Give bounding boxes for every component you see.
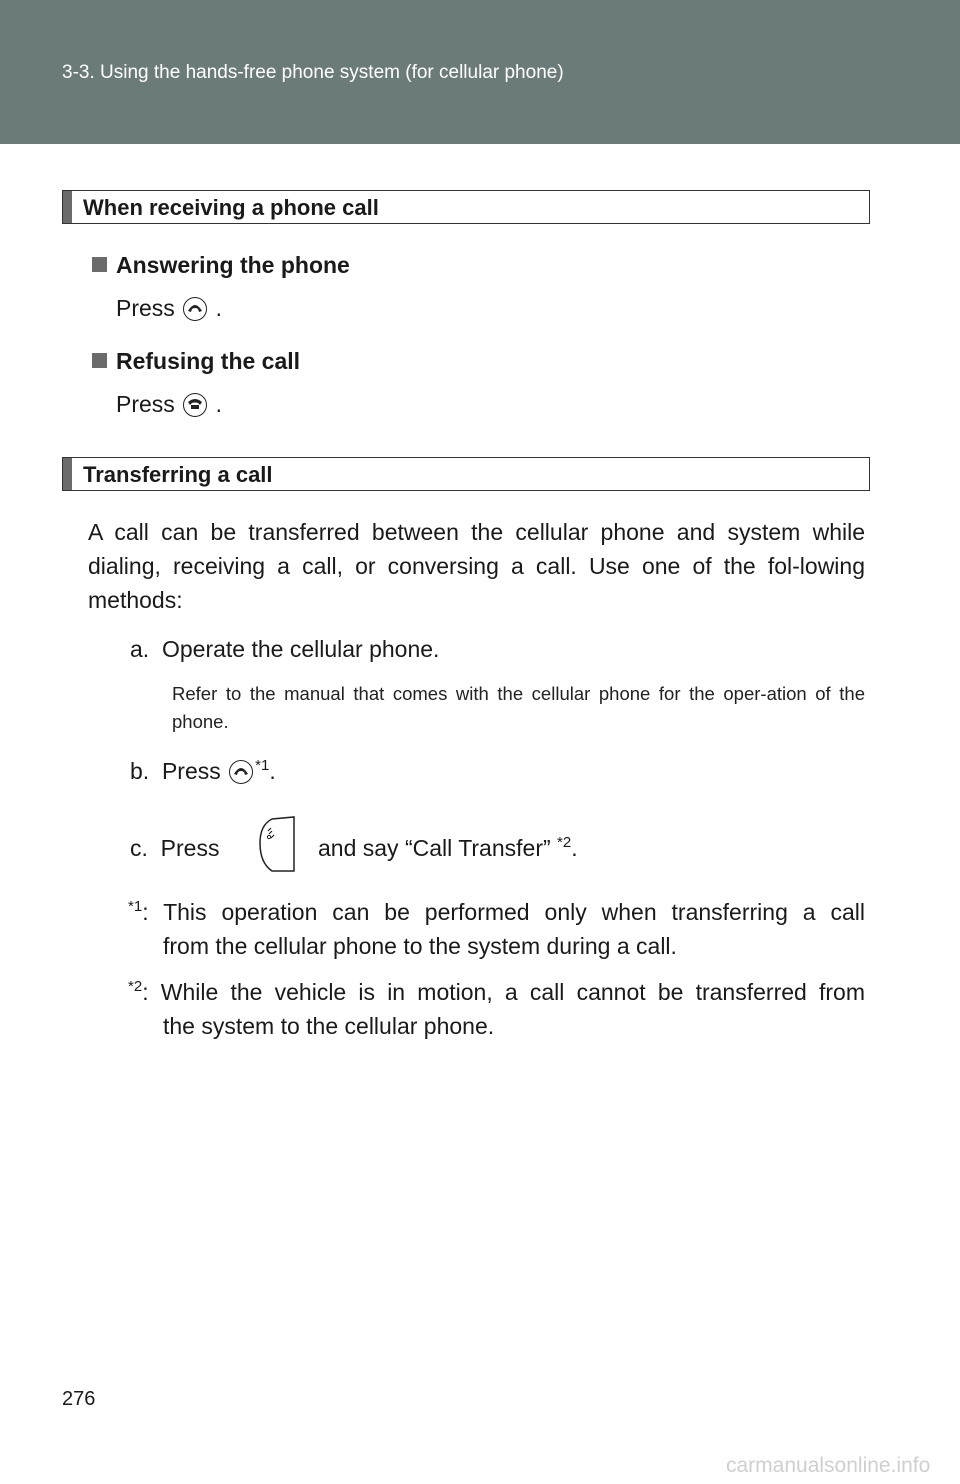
step-c: [130, 835, 219, 862]
period-text: .: [571, 835, 578, 861]
subheading-label: Refusing the call: [116, 348, 301, 374]
answer-instruction: [116, 295, 222, 322]
section-heading-transferring: [62, 457, 870, 491]
watermark: carmanualsonline.info: [726, 1454, 931, 1477]
phone-answer-icon: [229, 760, 253, 784]
refuse-instruction: [116, 391, 222, 418]
phone-answer-icon: [183, 297, 207, 321]
press-text: Press: [116, 391, 175, 417]
step-text: Operate the cellular phone.: [161, 636, 440, 662]
talk-switch-icon: [254, 815, 300, 875]
period-text: .: [215, 391, 222, 417]
step-a-reference: Refer to the manual that comes with the cellular phone for the oper-ation of the phone.: [172, 683, 865, 732]
press-text: Press: [160, 835, 220, 861]
footnote-marker: *1: [255, 757, 270, 774]
period-text: .: [269, 758, 276, 784]
footnote-text: : This operation can be performed only when transferring a call: [142, 899, 865, 925]
page-header: [0, 0, 960, 144]
footnote-marker: *2: [128, 978, 143, 995]
step-label: c.: [130, 835, 148, 861]
footnote-text-continued: the system to the cellular phone.: [163, 1013, 495, 1039]
section-heading-receiving: [62, 190, 870, 224]
page-number: 276: [62, 1388, 96, 1410]
square-bullet-icon: [92, 257, 107, 272]
footnote-text: : While the vehicle is in motion, a call cannot be transferred from: [142, 979, 865, 1005]
period-text: .: [215, 295, 222, 321]
footnote-marker: *2: [557, 834, 572, 851]
step-c-continued: [318, 835, 578, 862]
section-title: Transferring a call: [83, 462, 273, 487]
press-text: Press: [161, 758, 221, 784]
footnote-text-continued: from the cellular phone to the system during a call.: [163, 933, 677, 959]
section-bar: [63, 458, 72, 490]
footnote-marker: *1: [128, 898, 143, 915]
header-title: 3-3. Using the hands-free phone system (for cellular phone): [62, 62, 564, 83]
step-a: [130, 636, 439, 663]
footnote-2: [128, 975, 865, 1043]
square-bullet-icon: [92, 353, 107, 368]
subheading-refusing: [92, 348, 300, 375]
subheading-answering: [92, 252, 350, 279]
step-text: and say “Call Transfer”: [318, 835, 551, 861]
step-label: b.: [130, 758, 150, 784]
press-text: Press: [116, 295, 175, 321]
step-b: [130, 758, 276, 785]
transfer-intro: A call can be transferred between the cellular phone and system while dialing, receiving a call, or conversing a call. Use one of the fol-lowing methods:: [88, 519, 865, 613]
phone-hangup-icon: [183, 393, 207, 417]
footnote-1: [128, 895, 865, 963]
section-title: When receiving a phone call: [83, 195, 379, 220]
subheading-label: Answering the phone: [116, 252, 350, 278]
section-bar: [63, 191, 72, 223]
step-label: a.: [130, 636, 150, 662]
